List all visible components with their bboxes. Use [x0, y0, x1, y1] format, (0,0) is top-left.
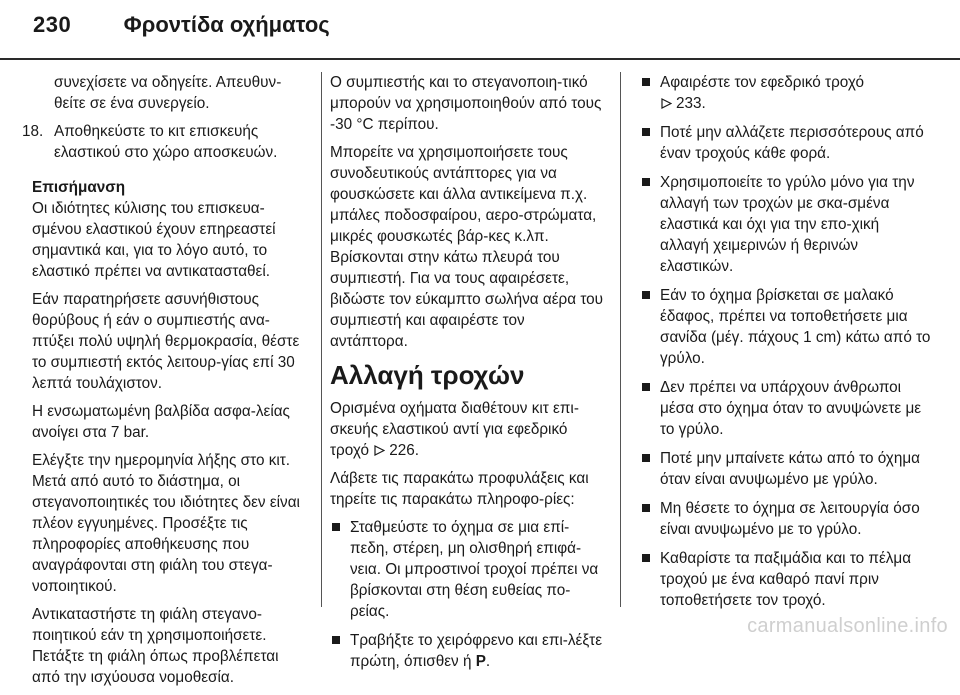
page-reference-link[interactable]: 233. [676, 95, 706, 112]
bullet-item: Ποτέ μην μπαίνετε κάτω από το όχημα όταν είναι ανυψωμένο με γρύλο. [640, 448, 932, 490]
column-middle [330, 72, 606, 680]
bullet-text: Αφαιρέστε τον εφεδρικό τροχό [660, 74, 865, 91]
paragraph-precautions-intro: Λάβετε τις παρακάτω προφυλάξεις και τηρείτε τις παρακάτω πληροφο-ρίες: [330, 470, 589, 508]
bullet-item: Μη θέσετε το όχημα σε λειτουργία όσο είναι ανυψωμένο με το γρύλο. [640, 498, 932, 540]
paragraph-text: Ορισμένα οχήματα διαθέτουν κιτ επι-σκευής ελαστικού αντί για εφεδρικό τροχό [330, 400, 579, 459]
step-text: Αποθηκεύστε το κιτ επισκευής ελαστικού στο χώρο αποσκευών. [54, 123, 278, 161]
note-paragraph-5: Αντικαταστήστε τη φιάλη στεγανο-ποιητικού εάν τη χρησιμοποιήσετε. Πετάξτε τη φιάλη όπως προβλέπεται από την ισχύουσα νομοθεσία. [32, 606, 279, 686]
watermark: carmanualsonline.info [747, 615, 948, 637]
bullet-item: Σταθμεύστε το όχημα σε μια επί-πεδη, στέρεη, μη ολισθηρή επιφά-νεια. Οι μπροστινοί τροχοί πρέπει να βρίσκονται στη θέση ευθείας πο-ρείας. [330, 517, 606, 622]
column-divider-right [620, 72, 621, 607]
bullet-item: Δεν πρέπει να υπάρχουν άνθρωποι μέσα στο όχημα όταν το ανυψώνετε με το γρύλο. [640, 377, 932, 440]
step-number: 18. [22, 123, 44, 140]
page-number: 230 [33, 12, 72, 37]
column-left [22, 72, 304, 695]
page-reference-link[interactable]: 226. [389, 442, 419, 459]
note-paragraph-2: Εάν παρατηρήσετε ασυνήθιστους θορύβους ή εάν ο συμπιεστής ανα-πτύξει πολύ υψηλή θερμοκρασία, θέστε το συμπιεστή εκτός λειτουρ-γίας επί 30 λεπτά τουλάχιστον. [32, 291, 300, 392]
note-paragraph-4: Ελέγξτε την ημερομηνία λήξης στο κιτ. Μετά από αυτό το διάστημα, οι στεγανοποιητικές του ιδιότητες δεν είναι πλέον εγγυημένες. Προσέξτε τις πληροφορίες αποθήκευσης που αναγράφονται στη φιάλη του στεγα-νοποιητικού. [32, 452, 300, 595]
note-paragraph-1: Οι ιδιότητες κύλισης του επισκευα-σμένου ελαστικού έχουν επηρεαστεί σημαντικά και, για το λόγο αυτό, το ελαστικό πρέπει να αντικατασταθεί. [32, 200, 276, 280]
paragraph-adapters: Μπορείτε να χρησιμοποιήσετε τους συνοδευτικούς αντάπτορες για να φουσκώσετε και άλλα αντικείμενα π.χ. μπάλες ποδοσφαίρου, αερο-στρώματα, μικρές φουσκωτές βάρ-κες κ.λπ. Βρίσκονται στην κάτω πλευρά του συμπιεστή. Για να τους αφαιρέσετε, βιδώστε τον εύκαμπτο σωλήνα αέρα του συμπιεστή και αφαιρέστε τον αντάπτορα. [330, 144, 604, 350]
bullet-item: Καθαρίστε τα παξιμάδια και το πέλμα τροχού με ένα καθαρό πανί πριν τοποθετήσετε τον τροχό. [640, 548, 932, 611]
header-rule [0, 58, 960, 60]
page-reference-arrow-icon[interactable] [660, 93, 673, 114]
page-reference-arrow-icon[interactable] [373, 440, 386, 461]
numbered-step-18 [22, 121, 304, 163]
bullet-item: Χρησιμοποιείτε το γρύλο μόνο για την αλλαγή των τροχών με σκα-σμένα ελαστικά και όχι για την επο-χική αλλαγή χειμερινών ή θερινών ελαστικών. [640, 172, 932, 277]
bullet-item: Ποτέ μην αλλάζετε περισσότερους από έναν τροχούς κάθε φορά. [640, 122, 932, 164]
section-heading-wheel-change: Αλλαγή τροχών [330, 360, 525, 390]
column-divider-left [321, 72, 322, 607]
bullet-text: Τραβήξτε το χειρόφρενο και επι-λέξτε πρώτη, όπισθεν ή [350, 632, 603, 670]
paragraph-repair-kit-reference [330, 398, 606, 461]
bullet-item: Εάν το όχημα βρίσκεται σε μαλακό έδαφος, πρέπει να τοποθετήσετε μια σανίδα (μέγ. πάχους 1 cm) κάτω από το γρύλο. [640, 285, 932, 369]
note-box [22, 177, 304, 688]
column-right [640, 72, 932, 619]
gear-position-p: P [475, 653, 486, 670]
bullet-item [330, 630, 606, 672]
note-paragraph-3: Η ενσωματωμένη βαλβίδα ασφα-λείας ανοίγει στα 7 bar. [32, 403, 290, 441]
page-header [33, 12, 330, 52]
page-title: Φροντίδα οχήματος [123, 12, 330, 37]
note-heading: Επισήμανση [32, 179, 126, 196]
paragraph-compressor-temperature: Ο συμπιεστής και το στεγανοποιη-τικό μπορούν να χρησιμοποιηθούν από τους -30 °C περίπου. [330, 74, 602, 133]
bullet-item [640, 72, 932, 114]
bullet-end: . [485, 653, 491, 670]
continued-step-text: συνεχίσετε να οδηγείτε. Απευθυν-θείτε σε ένα συνεργείο. [54, 74, 282, 112]
